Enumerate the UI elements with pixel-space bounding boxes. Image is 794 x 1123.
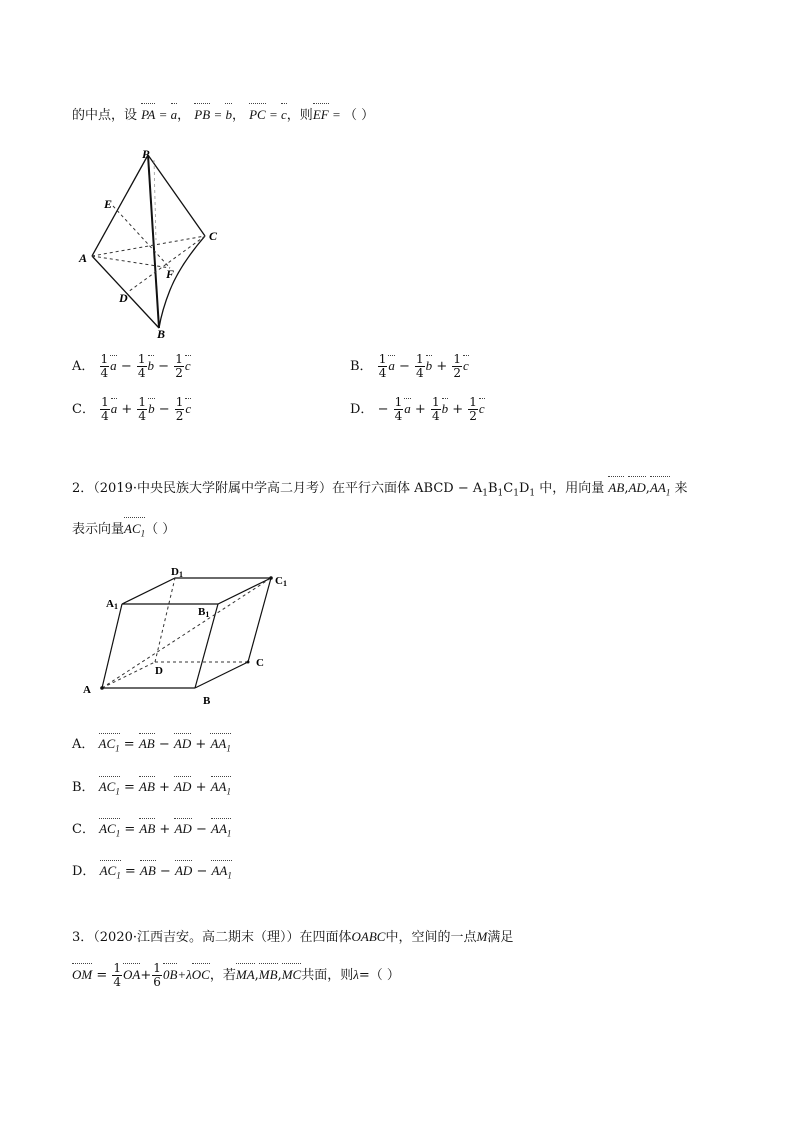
operator: − [398,359,410,374]
operator: − [195,822,207,837]
q1-vector-pa: PA [141,107,156,122]
vector: AB [139,863,156,878]
q2-number: 2． [72,481,94,496]
vector [211,863,231,881]
option-label: C． [72,402,95,417]
q2-text3: 来 [674,481,688,496]
lambda-term: +λ [177,967,192,982]
denominator: 4 [137,366,146,380]
operator: − [159,864,171,879]
subscript: 1 [513,488,519,499]
fraction [452,353,462,380]
q3-vector-oc: OC [191,967,210,982]
numerator: 1 [394,395,403,409]
option-label: D． [72,864,96,879]
q3-vector-mb: MB [258,967,278,982]
denominator: 2 [469,409,477,423]
vector: b [425,358,433,373]
q2-vector-ab: AB [608,480,625,495]
q3-tetrahedron-name: OABC [351,929,386,944]
numerator: 1 [113,961,122,975]
vector: b [147,358,154,373]
numerator: 1 [101,395,109,409]
subscript: 1 [482,488,488,499]
vector: a [388,358,395,373]
denominator: 4 [394,409,403,423]
q2-stem-line2 [72,520,175,543]
denominator: 4 [138,409,147,423]
q1-vector-b: b [225,107,232,122]
vector [99,779,120,797]
numerator: 1 [175,352,183,366]
vector-text: AA [649,480,666,495]
q2-parallelepiped-figure [75,562,305,712]
option-label: B． [350,359,373,374]
subscript: 1 [116,870,121,881]
operator: − [158,359,170,374]
q1-label-c: C [209,229,218,243]
fraction [468,396,478,423]
vector: AB [139,821,156,836]
q3-text3: 满足 [487,930,514,945]
vector: c [463,358,469,373]
q2-stem-line1: 2．（2019·中央民族大学附属中学高二月考）在平行六面体 ABCD − $A_1B_1C_1D_1$ 中，用向量 $AB,AD,AA_1$ 来 [72,479,687,503]
subscript: 1 [115,828,121,839]
numerator: 1 [153,961,161,975]
vector-text: AA [211,863,228,878]
q2-label-d: D [155,665,163,677]
denominator: 2 [175,366,183,380]
fraction [394,396,404,423]
q1-label-f: F [166,267,175,281]
q2-blank: （ ） [145,522,176,537]
fraction [431,396,441,423]
q1-vector-c: c [281,107,287,122]
vector [99,736,120,754]
q2-vector-ac1 [124,520,145,543]
q1-label-a: A [79,251,88,265]
vector: AD [174,863,193,878]
q3-vector-ob: 0B [162,967,178,982]
numerator: 1 [469,395,477,409]
vector: AB [138,736,155,751]
numerator: 1 [378,352,387,366]
vector: c [184,358,191,373]
fraction [112,962,122,989]
numerator: 1 [416,352,424,366]
q1-vector-ef: EF [312,107,329,122]
fraction [152,962,162,989]
option-label: A． [72,359,95,374]
q2-text2: 中，用向量 [539,481,605,496]
vector: AD [174,821,192,836]
operator: + [436,359,448,374]
q2-option-a[interactable]: A． $AC_1$ = AB − AD + $AA_1$ [72,736,231,754]
q1-vector-a: a [170,107,178,122]
vector-text: AC [99,821,116,836]
vector: b [148,401,155,416]
option-label: D． [350,402,374,417]
option-label: B． [72,780,95,795]
vector: a [110,358,117,373]
q2-label-a: A [83,684,91,696]
vector: c [185,401,192,416]
q3-vector-oa: OA [123,967,141,982]
operator: + [140,968,152,983]
vector-text: AC [98,736,116,751]
q3-text4: ，若 [209,968,236,983]
subscript: 1 [529,488,536,499]
q2-text1d: D [518,481,530,496]
fraction [137,396,147,423]
vector: c [478,401,485,416]
operator: + [159,822,171,837]
numerator: 1 [137,352,146,366]
q2-label-c: C [256,657,264,669]
fraction [137,353,147,380]
subscript: 1 [115,743,120,754]
sign: − [377,402,389,417]
q1-intro-line: 的中点，设 PA = a， PB = b， PC = c，则EF = （ ） [72,107,375,123]
denominator: 2 [175,409,184,423]
subscript: 1 [497,488,504,499]
vector: AD [174,779,192,794]
subscript: 1 [226,828,232,839]
operator: + [195,780,207,795]
q3-blank: =（ ） [358,968,400,983]
q1-option-b[interactable] [350,353,469,380]
numerator: 1 [453,352,461,366]
subscript: 1 [115,786,120,797]
q1-vector-pc: PC [249,107,266,122]
vector-text: AA [211,821,227,836]
q2-vector-ad: AD [628,480,646,495]
q2-option-c[interactable]: C． $AC_1$ = AB + AD − $AA_1$ [72,821,232,839]
vector: a [110,401,118,416]
vector-text: AC [124,521,141,536]
vector: a [404,401,411,416]
operator: + [121,402,133,417]
q2-label-b: B [203,695,211,707]
fraction [175,396,185,423]
vector: AD [173,736,192,751]
numerator: 1 [138,395,147,409]
q1-option-d[interactable] [350,396,485,423]
q2-source: （2019·中央民族大学附属中学高二月考） [93,481,332,496]
q3-vector-om: OM [72,967,93,982]
denominator: 2 [453,366,461,380]
option-label: A． [72,737,95,752]
fraction [100,353,110,380]
denominator: 4 [378,366,387,380]
q1-tetrahedron-figure [70,140,230,340]
vector [211,779,231,797]
vector [210,736,230,754]
subscript: 1 [226,743,231,754]
q2-line2: 表示向量 [72,522,125,537]
operator: − [158,402,170,417]
operator: + [159,780,170,795]
subscript: 1 [665,487,671,498]
q2-option-d[interactable]: D． $AC_1$ = AB − AD − $AA_1$ [72,863,232,881]
q1-label-d: D [119,291,128,305]
q3-source: （2020·江西吉安。高二期末（理）） [93,930,300,945]
subscript: 1 [140,528,146,539]
vector-text: AC [98,779,116,794]
q2-label-b1: B1 [198,606,210,619]
operator: − [196,864,208,879]
fraction [100,396,110,423]
operator: + [414,402,426,417]
vector [99,821,120,839]
q3-point-m: M [476,929,488,944]
vector-text: AA [210,779,227,794]
option-label: C． [72,822,95,837]
q1-intro-prefix: 的中点，设 [72,108,138,123]
vector-text: AA [210,736,227,751]
q2-vector-aa1 [650,479,670,502]
operator: + [195,737,207,752]
q3-text5: 共面，则 [301,968,354,983]
fraction [415,353,425,380]
q2-text1: 在平行六面体 ABCD − A [332,481,483,496]
operator: − [120,359,132,374]
q3-vector-mc: MC [281,967,302,982]
fraction [174,353,184,380]
q1-option-a[interactable] [72,353,191,380]
q2-label-d1: D1 [171,566,183,579]
q1-then: ，则 [286,108,313,123]
q1-label-b: B [157,327,166,340]
vector: b [441,401,449,416]
numerator: 1 [175,395,184,409]
equals: = [96,968,108,983]
denominator: 6 [153,975,161,989]
q2-label-a1: A1 [106,598,118,611]
q3-text1: 在四面体 [299,930,352,945]
vector [211,821,231,839]
q3-stem-line2: OM = $\frac{1}{4}$ OA+ $\frac{1}{6}$ 0B+λOC，若MA,MB,MC共面，则λ=（ ） [72,961,400,989]
q3-stem-line1 [72,928,513,947]
vector-text: AC [99,863,117,878]
q1-vector-pb: PB [194,107,211,122]
denominator: 4 [113,975,122,989]
vector [100,863,121,881]
lambda: λ [353,967,359,982]
q3-vector-ma: MA [235,967,255,982]
subscript: 1 [227,870,232,881]
numerator: 1 [431,395,440,409]
denominator: 4 [416,366,424,380]
q2-text1c: C [503,481,514,496]
q2-text1b: B [487,481,498,496]
q1-label-p: P [142,147,150,161]
subscript: 1 [226,786,231,797]
numerator: 1 [100,352,109,366]
q3-number: 3． [72,930,94,945]
operator: + [452,402,464,417]
q3-text2: 中，空间的一点 [385,930,477,945]
denominator: 4 [101,409,109,423]
fraction [378,353,388,380]
denominator: 4 [100,366,109,380]
vector: AB [139,779,155,794]
q2-option-b[interactable]: B． $AC_1$ = AB + AD + $AA_1$ [72,779,231,797]
q1-label-e: E [104,197,113,211]
denominator: 4 [431,409,440,423]
q1-blank: （ ） [343,108,375,123]
operator: − [158,737,170,752]
q2-label-c1: C1 [275,575,287,588]
q1-option-c[interactable] [72,396,191,423]
